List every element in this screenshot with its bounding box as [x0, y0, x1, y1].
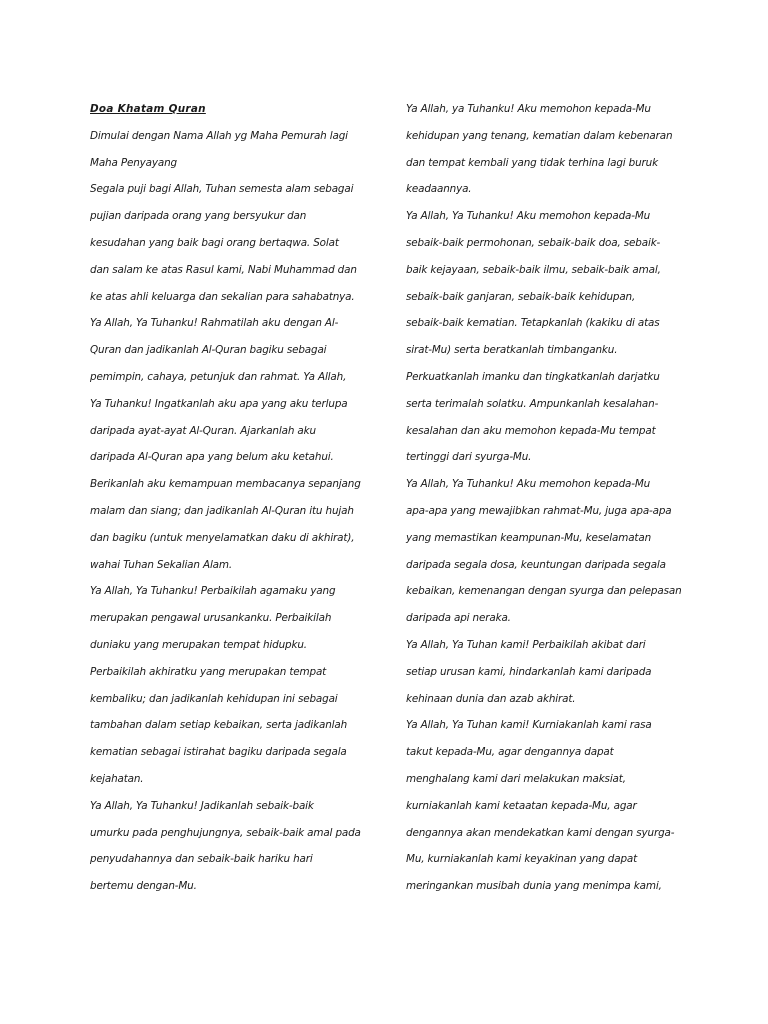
text-line: kehinaan dunia dan azab akhirat.	[406, 692, 576, 705]
text-line: takut kepada-Mu, agar dengannya dapat	[406, 746, 614, 759]
text-line: sirat-Mu) serta beratkanlah timbanganku.	[406, 344, 618, 357]
text-line: kesudahan yang baik bagi orang bertaqwa. Solat	[90, 236, 339, 249]
text-line: pemimpin, cahaya, petunjuk dan rahmat. Ya Allah,	[90, 370, 347, 383]
text-line: Segala puji bagi Allah, Tuhan semesta alam sebagai	[90, 183, 354, 196]
text-line: Ya Allah, ya Tuhanku! Aku memohon kepada-Mu	[406, 103, 651, 115]
text-line: sebaik-baik permohonan, sebaik-baik doa, sebaik-	[406, 236, 661, 249]
left-column	[90, 96, 390, 900]
text-line: sebaik-baik ganjaran, sebaik-baik kehidupan,	[406, 290, 636, 303]
text-line: Mu, kurniakanlah kami keyakinan yang dapat	[406, 853, 638, 866]
text-line: dengannya akan mendekatkan kami dengan syurga-	[406, 826, 675, 839]
text-line: Ya Allah, Ya Tuhanku! Aku memohon kepada-Mu	[406, 478, 651, 491]
text-line: dan bagiku (untuk menyelamatkan daku di akhirat),	[90, 531, 355, 544]
text-line: Perkuatkanlah imanku dan tingkatkanlah darjatku	[406, 370, 660, 383]
text-line: pujian daripada orang yang bersyukur dan	[90, 210, 307, 223]
text-line: Dimulai dengan Nama Allah yg Maha Pemurah lagi	[90, 129, 348, 142]
text-line: Ya Tuhanku! Ingatkanlah aku apa yang aku terlupa	[90, 397, 348, 410]
text-line: dan salam ke atas Rasul kami, Nabi Muhammad dan	[90, 263, 357, 276]
text-line: malam dan siang; dan jadikanlah Al-Quran itu hujah	[90, 504, 354, 517]
right-column	[406, 96, 688, 900]
text-line: kebaikan, kemenangan dengan syurga dan pelepasan	[406, 585, 682, 598]
text-line: daripada ayat-ayat Al-Quran. Ajarkanlah aku	[90, 424, 316, 437]
text-line: kehidupan yang tenang, kematian dalam kebenaran	[406, 129, 673, 142]
text-line: daripada Al-Quran apa yang belum aku ketahui.	[90, 451, 334, 464]
text-line: duniaku yang merupakan tempat hidupku.	[90, 638, 307, 651]
text-line: umurku pada penghujungnya, sebaik-baik amal pada	[90, 826, 361, 839]
text-line: Quran dan jadikanlah Al-Quran bagiku sebagai	[90, 344, 327, 357]
text-line: kematian sebagai istirahat bagiku daripada segala	[90, 746, 347, 759]
text-line: keadaannya.	[406, 183, 472, 196]
text-line: Ya Allah, Ya Tuhan kami! Perbaikilah akibat dari	[406, 638, 646, 651]
text-line: tambahan dalam setiap kebaikan, serta jadikanlah	[90, 719, 348, 732]
text-line: serta terimalah solatku. Ampunkanlah kesalahan-	[406, 397, 659, 410]
text-line: daripada api neraka.	[406, 612, 511, 625]
text-line: kejahatan.	[90, 772, 144, 785]
text-line: baik kejayaan, sebaik-baik ilmu, sebaik-baik amal,	[406, 263, 661, 276]
document-title: Doa Khatam Quran	[90, 103, 206, 115]
text-line: apa-apa yang mewajibkan rahmat-Mu, juga apa-apa	[406, 504, 672, 517]
text-line: dan tempat kembali yang tidak terhina lagi buruk	[406, 156, 658, 169]
text-line: Ya Allah, Ya Tuhanku! Aku memohon kepada-Mu	[406, 210, 651, 223]
text-line: Maha Penyayang	[90, 156, 177, 169]
text-line: kurniakanlah kami ketaatan kepada-Mu, agar	[406, 799, 637, 812]
text-line: bertemu dengan-Mu.	[90, 880, 197, 893]
text-line: meringankan musibah dunia yang menimpa kami,	[406, 880, 662, 893]
text-line: penyudahannya dan sebaik-baik hariku hari	[90, 853, 313, 866]
text-line: sebaik-baik kematian. Tetapkanlah (kakiku di atas	[406, 317, 660, 330]
text-line: Ya Allah, Ya Tuhanku! Perbaikilah agamaku yang	[90, 585, 336, 598]
text-line: setiap urusan kami, hindarkanlah kami daripada	[406, 665, 652, 678]
text-line: daripada segala dosa, keuntungan daripada segala	[406, 558, 666, 571]
text-line: Ya Allah, Ya Tuhanku! Jadikanlah sebaik-baik	[90, 799, 314, 812]
text-line: wahai Tuhan Sekalian Alam.	[90, 558, 233, 571]
text-line: kesalahan dan aku memohon kepada-Mu tempat	[406, 424, 656, 437]
text-line: Berikanlah aku kemampuan membacanya sepanjang	[90, 478, 361, 491]
text-line: menghalang kami dari melakukan maksiat,	[406, 772, 626, 785]
text-line: ke atas ahli keluarga dan sekalian para sahabatnya.	[90, 290, 355, 303]
text-line: merupakan pengawal urusankanku. Perbaikilah	[90, 612, 332, 625]
text-line: Ya Allah, Ya Tuhan kami! Kurniakanlah kami rasa	[406, 719, 652, 732]
text-line: Ya Allah, Ya Tuhanku! Rahmatilah aku dengan Al-	[90, 317, 339, 330]
text-line: Perbaikilah akhiratku yang merupakan tempat	[90, 665, 327, 678]
text-line: tertinggi dari syurga-Mu.	[406, 451, 532, 464]
text-line: yang memastikan keampunan-Mu, keselamatan	[406, 531, 652, 544]
text-line: kembaliku; dan jadikanlah kehidupan ini sebagai	[90, 692, 338, 705]
